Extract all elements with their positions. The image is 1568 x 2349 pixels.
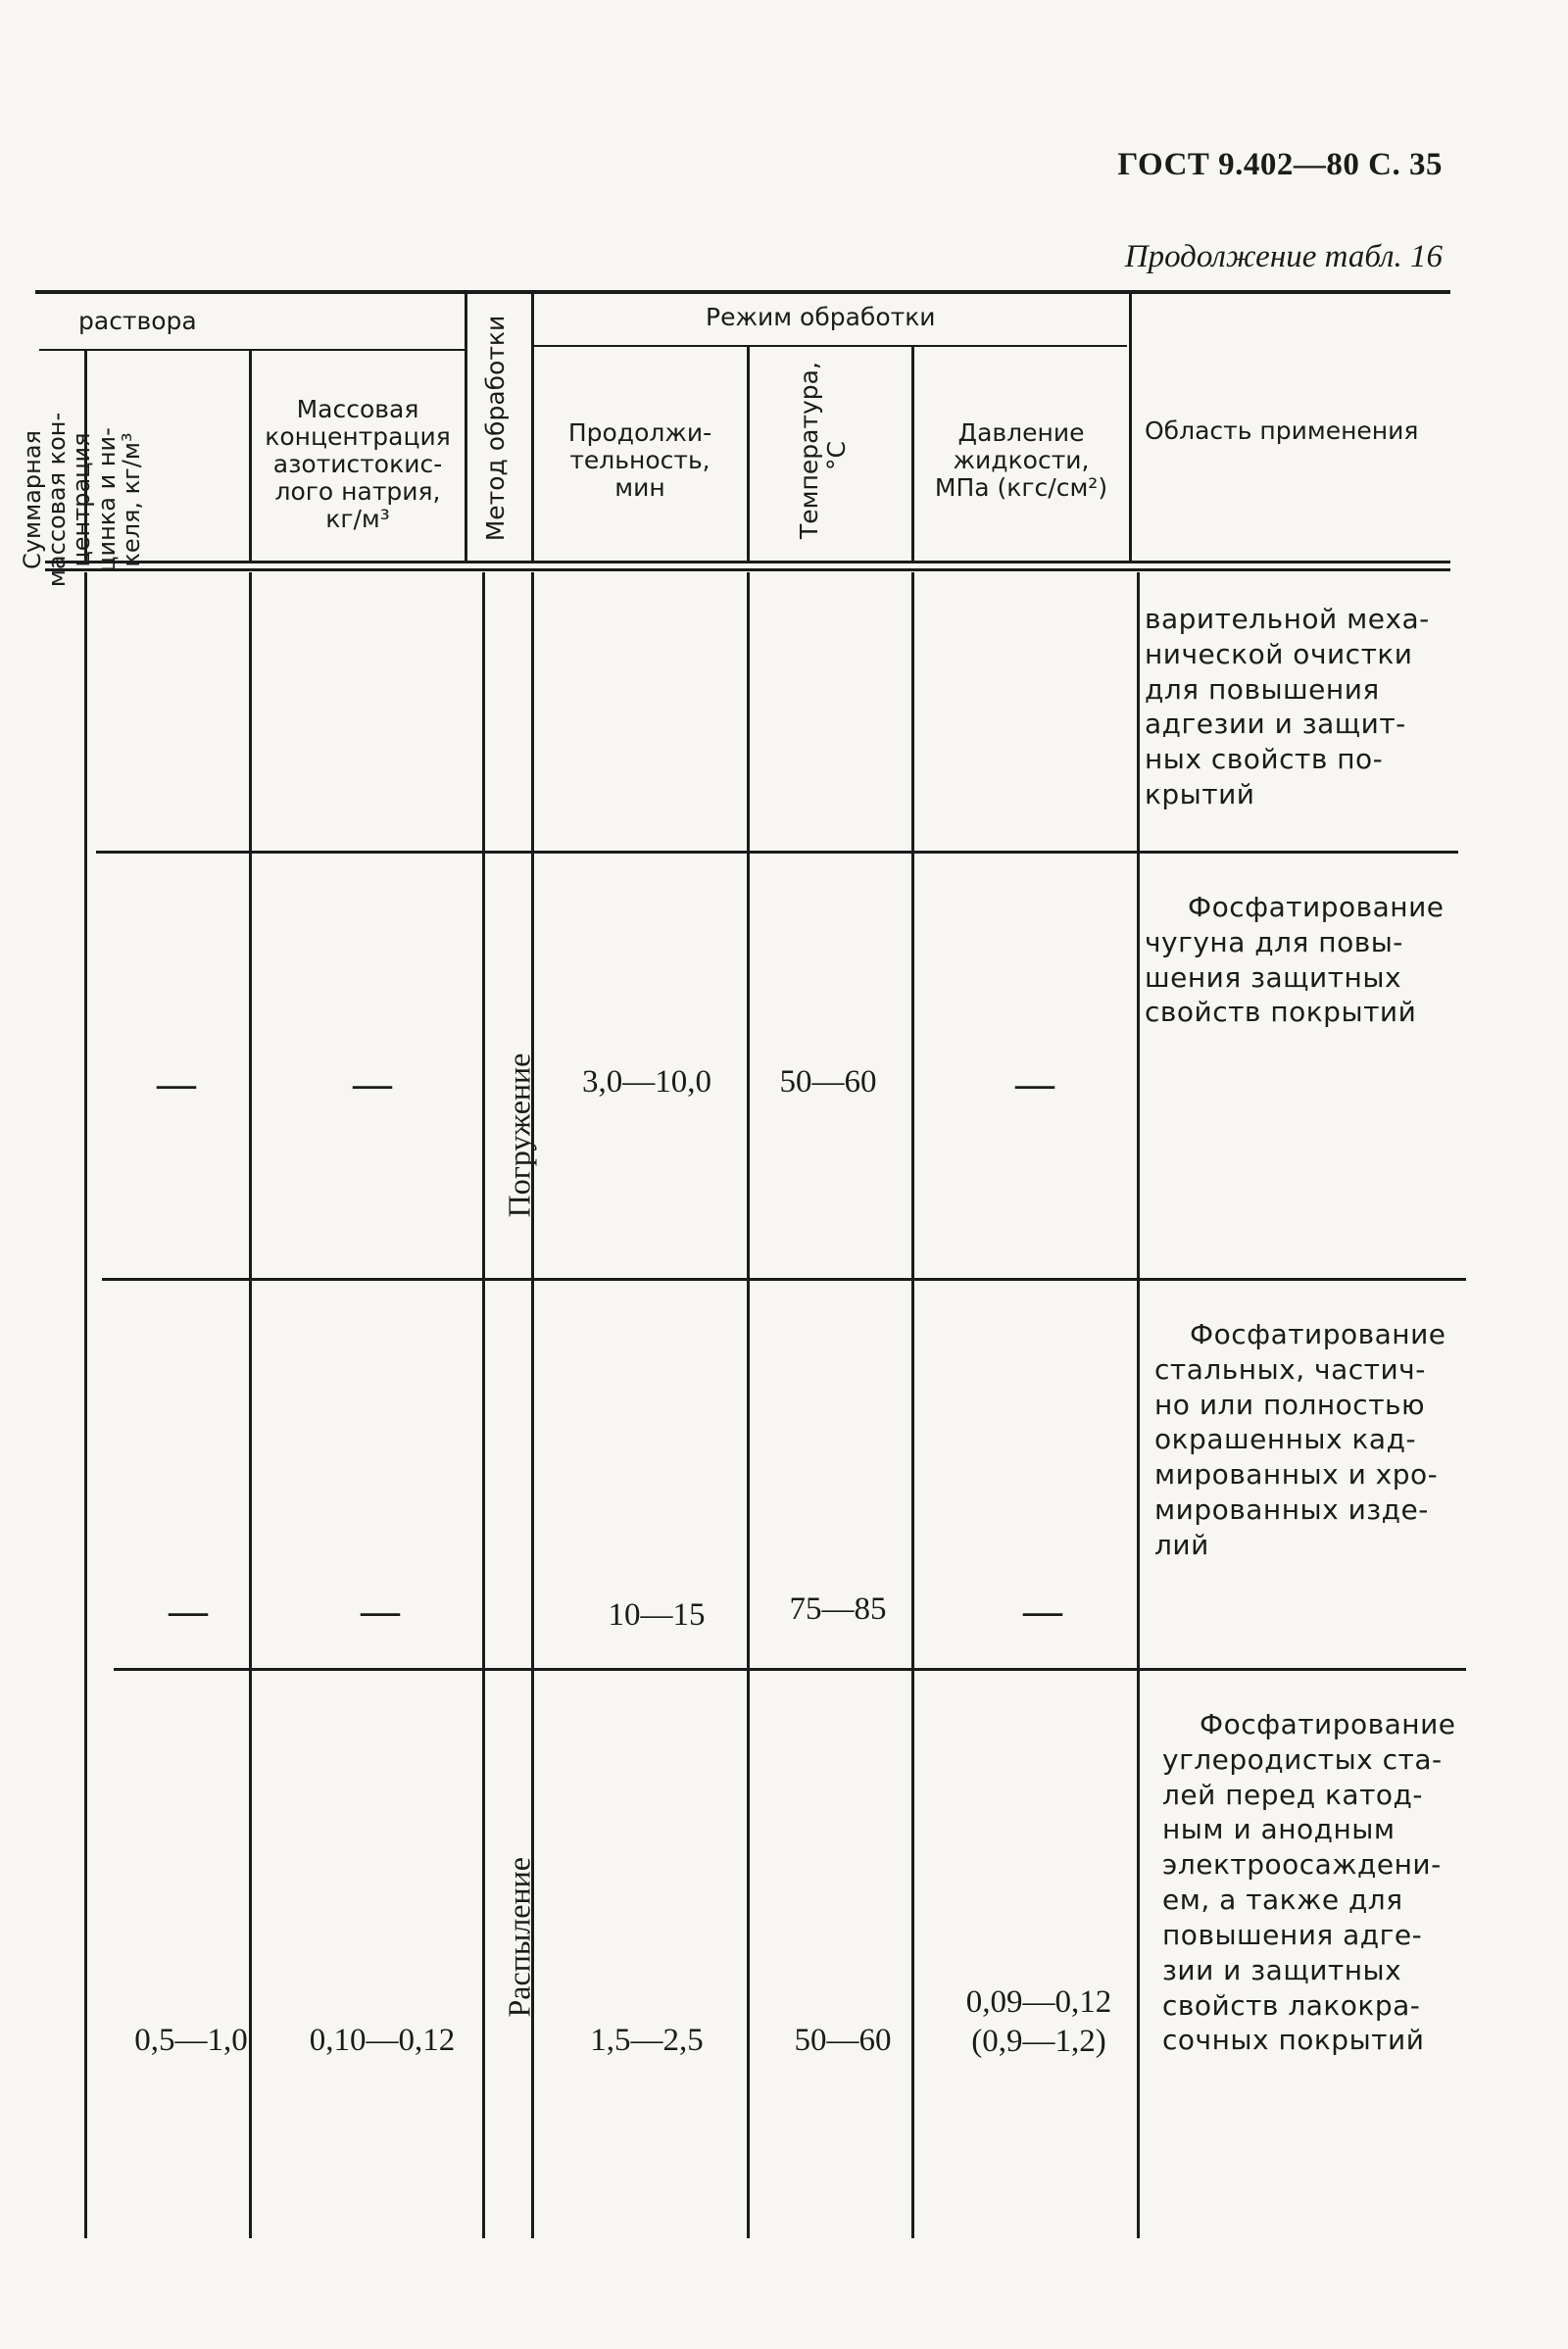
hdr-col-line-3 [465, 294, 467, 561]
row4-zinc-nickel: 0,5—1,0 [134, 2023, 248, 2058]
body-col-line-7 [1137, 572, 1140, 2238]
body-col-line-2 [249, 572, 252, 2238]
table-top-rule [35, 290, 1450, 294]
method-header: Метод обработки [481, 315, 510, 542]
hdr-col-line-4 [531, 294, 534, 561]
hdr-col-line-7 [1129, 294, 1132, 561]
solution-group-rule [39, 349, 465, 351]
header-bottom-rule-1 [45, 561, 1450, 563]
body-col-line-3 [482, 572, 485, 2238]
row2-sodium-nitrite: — [353, 1061, 392, 1105]
zinc-nickel-header: Суммарная массовая кон- центрация цинка и ни- келя, кг/м³ [19, 412, 145, 588]
row2-zinc-nickel: — [157, 1061, 196, 1105]
duration-header: Продолжи- тельность, мин [567, 418, 712, 502]
method-immersion: Погружение [501, 1052, 537, 1218]
hdr-col-line-6 [911, 347, 914, 561]
row3-sodium-nitrite: — [361, 1589, 400, 1633]
row2-duration: 3,0—10,0 [582, 1064, 711, 1100]
body-col-line-1 [84, 572, 87, 2238]
row4-temperature: 50—60 [794, 2023, 892, 2058]
row4-application: Фосфатирование углеродистых ста- лей перед катод- ным и анодным электроосаждени- ем, а также для повышения адге- зии и защитных свойств лакокра- сочных покрытий [1162, 1708, 1456, 2057]
row2-application: Фосфатирование чугуна для повы- шения защитных свойств покрытий [1145, 891, 1445, 1029]
application-header: Область применения [1145, 416, 1419, 445]
row-separator-1 [96, 851, 1458, 854]
header-bottom-rule-2 [45, 568, 1450, 571]
row3-pressure: — [1023, 1589, 1062, 1633]
method-spraying: Распыление [501, 1857, 537, 2018]
row4-sodium-nitrite: 0,10—0,12 [309, 2023, 456, 2058]
body-col-line-6 [911, 572, 914, 2238]
temperature-header: Температура, °С [795, 362, 851, 539]
mode-group-rule [533, 345, 1127, 347]
table-continued-label: Продолжение табл. 16 [1124, 239, 1443, 274]
row2-temperature: 50—60 [779, 1064, 877, 1100]
body-col-line-5 [747, 572, 750, 2238]
mode-group-header: Режим обработки [706, 303, 936, 331]
row-separator-3 [114, 1668, 1466, 1671]
pressure-header: Давление жидкости, МПа (кгс/см²) [934, 418, 1108, 502]
row2-pressure: — [1015, 1061, 1054, 1105]
row3-application: Фосфатирование стальных, частич- но или полностью окрашенных кад- мированных и хро- мированных изде- лий [1154, 1318, 1446, 1561]
row1-application: варительной меха- нической очистки для повышения адгезии и защит- ных свойств по- крытий [1145, 603, 1430, 811]
row3-temperature: 75—85 [789, 1591, 887, 1627]
hdr-col-line-2 [249, 351, 252, 561]
solution-group-header: раствора [78, 307, 197, 335]
hdr-col-line-5 [747, 347, 750, 561]
row4-duration: 1,5—2,5 [590, 2023, 704, 2058]
row3-zinc-nickel: — [169, 1589, 208, 1633]
page-header: ГОСТ 9.402—80 С. 35 [1117, 147, 1443, 182]
row3-duration: 10—15 [608, 1597, 706, 1633]
sodium-nitrite-header: Массовая концентрация азотистокис- лого натрия, кг/м³ [265, 395, 451, 533]
row4-pressure: 0,09—0,12 (0,9—1,2) [965, 1984, 1112, 2059]
row-separator-2 [102, 1278, 1466, 1281]
